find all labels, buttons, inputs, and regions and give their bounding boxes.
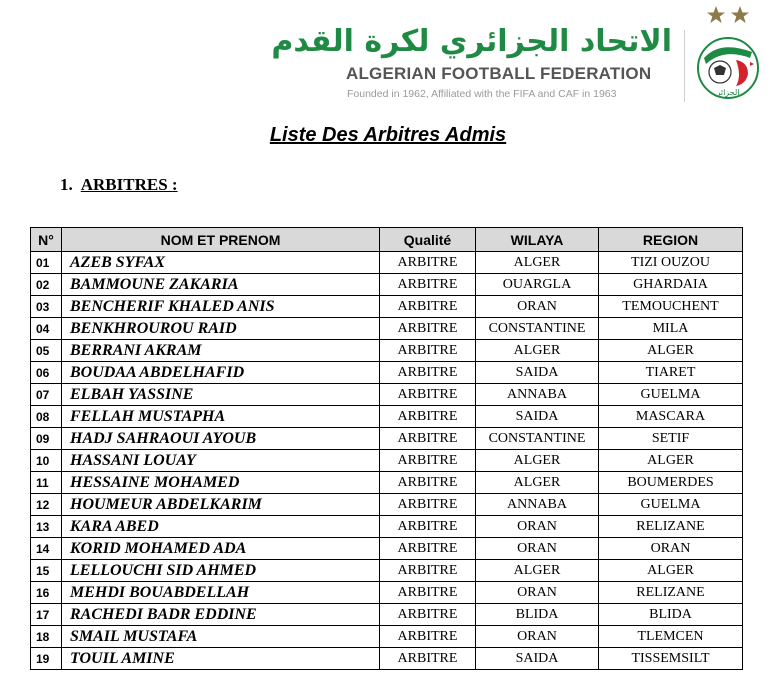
row-wilaya: ORAN	[476, 626, 599, 648]
row-region: RELIZANE	[599, 516, 743, 538]
referee-name: RACHEDI BADR EDDINE	[62, 604, 380, 626]
row-wilaya: ORAN	[476, 582, 599, 604]
row-quality: ARBITRE	[380, 406, 476, 428]
table-row	[31, 472, 743, 494]
row-wilaya: ALGER	[476, 450, 599, 472]
row-number: 13	[31, 516, 62, 538]
row-wilaya: ALGER	[476, 340, 599, 362]
referee-name: BOUDAA ABDELHAFID	[62, 362, 380, 384]
row-number: 18	[31, 626, 62, 648]
table-row	[31, 450, 743, 472]
table-row	[31, 582, 743, 604]
table-row	[31, 296, 743, 318]
row-wilaya: OUARGLA	[476, 274, 599, 296]
row-quality: ARBITRE	[380, 582, 476, 604]
row-quality: ARBITRE	[380, 296, 476, 318]
row-number: 11	[31, 472, 62, 494]
row-wilaya: ANNABA	[476, 494, 599, 516]
table-row	[31, 340, 743, 362]
row-quality: ARBITRE	[380, 384, 476, 406]
table-row	[31, 384, 743, 406]
row-quality: ARBITRE	[380, 274, 476, 296]
header-divider	[684, 30, 685, 102]
referee-name: LELLOUCHI SID AHMED	[62, 560, 380, 582]
federation-arabic-name: الاتحاد الجزائري لكرة القدم	[271, 24, 672, 59]
row-number: 02	[31, 274, 62, 296]
table-row	[31, 648, 743, 670]
row-region: TEMOUCHENT	[599, 296, 743, 318]
row-region: TISSEMSILT	[599, 648, 743, 670]
table-row	[31, 604, 743, 626]
row-wilaya: ANNABA	[476, 384, 599, 406]
referee-name: HOUMEUR ABDELKARIM	[62, 494, 380, 516]
row-region: GUELMA	[599, 494, 743, 516]
federation-founded-note: Founded in 1962, Affiliated with the FIFA and CAF in 1963	[347, 88, 617, 100]
row-region: TLEMCEN	[599, 626, 743, 648]
table-row	[31, 516, 743, 538]
table-row	[31, 626, 743, 648]
row-number: 14	[31, 538, 62, 560]
column-header-quality: Qualité	[380, 228, 476, 252]
table-row	[31, 318, 743, 340]
row-region: TIARET	[599, 362, 743, 384]
row-wilaya: SAIDA	[476, 406, 599, 428]
row-quality: ARBITRE	[380, 472, 476, 494]
column-header-wilaya: WILAYA	[476, 228, 599, 252]
column-header-name: NOM ET PRENOM	[62, 228, 380, 252]
referee-name: BAMMOUNE ZAKARIA	[62, 274, 380, 296]
row-region: ALGER	[599, 560, 743, 582]
row-number: 04	[31, 318, 62, 340]
table-row	[31, 406, 743, 428]
document-title: Liste Des Arbitres Admis	[269, 124, 507, 146]
table-header-row	[31, 228, 743, 252]
row-number: 10	[31, 450, 62, 472]
referee-name: KORID MOHAMED ADA	[62, 538, 380, 560]
row-number: 12	[31, 494, 62, 516]
row-quality: ARBITRE	[380, 648, 476, 670]
table-row	[31, 252, 743, 274]
row-region: ORAN	[599, 538, 743, 560]
row-quality: ARBITRE	[380, 494, 476, 516]
section-number: 1.	[60, 175, 73, 194]
referee-name: HADJ SAHRAOUI AYOUB	[62, 428, 380, 450]
referee-name: BENCHERIF KHALED ANIS	[62, 296, 380, 318]
row-wilaya: SAIDA	[476, 648, 599, 670]
row-quality: ARBITRE	[380, 428, 476, 450]
row-wilaya: ORAN	[476, 296, 599, 318]
referee-name: HASSANI LOUAY	[62, 450, 380, 472]
row-region: ALGER	[599, 340, 743, 362]
referee-name: KARA ABED	[62, 516, 380, 538]
table-row	[31, 494, 743, 516]
section-heading	[60, 175, 178, 195]
table-row	[31, 538, 743, 560]
referee-name: MEHDI BOUABDELLAH	[62, 582, 380, 604]
referee-name: TOUIL AMINE	[62, 648, 380, 670]
row-region: MILA	[599, 318, 743, 340]
row-wilaya: ALGER	[476, 252, 599, 274]
row-number: 15	[31, 560, 62, 582]
row-quality: ARBITRE	[380, 560, 476, 582]
referee-name: ELBAH YASSINE	[62, 384, 380, 406]
referee-name: AZEB SYFAX	[62, 252, 380, 274]
table-row	[31, 560, 743, 582]
referee-name: HESSAINE MOHAMED	[62, 472, 380, 494]
logo-arabic-text: الجزائر	[716, 88, 740, 97]
row-number: 17	[31, 604, 62, 626]
row-region: BOUMERDES	[599, 472, 743, 494]
star-icon	[731, 6, 749, 23]
row-quality: ARBITRE	[380, 516, 476, 538]
row-number: 05	[31, 340, 62, 362]
row-number: 08	[31, 406, 62, 428]
row-quality: ARBITRE	[380, 252, 476, 274]
row-wilaya: ORAN	[476, 516, 599, 538]
row-number: 01	[31, 252, 62, 274]
row-number: 03	[31, 296, 62, 318]
row-number: 19	[31, 648, 62, 670]
row-quality: ARBITRE	[380, 604, 476, 626]
row-wilaya: CONSTANTINE	[476, 428, 599, 450]
row-quality: ARBITRE	[380, 318, 476, 340]
row-wilaya: BLIDA	[476, 604, 599, 626]
row-region: MASCARA	[599, 406, 743, 428]
referee-name: BERRANI AKRAM	[62, 340, 380, 362]
table-row	[31, 428, 743, 450]
row-wilaya: SAIDA	[476, 362, 599, 384]
row-number: 06	[31, 362, 62, 384]
row-region: TIZI OUZOU	[599, 252, 743, 274]
referees-table	[30, 227, 743, 670]
row-region: GUELMA	[599, 384, 743, 406]
table-row	[31, 362, 743, 384]
row-number: 07	[31, 384, 62, 406]
row-quality: ARBITRE	[380, 626, 476, 648]
row-region: SETIF	[599, 428, 743, 450]
row-wilaya: ALGER	[476, 560, 599, 582]
column-header-number: N°	[31, 228, 62, 252]
column-header-region: REGION	[599, 228, 743, 252]
faf-crest-logo	[690, 0, 770, 110]
row-number: 09	[31, 428, 62, 450]
referee-name: FELLAH MUSTAPHA	[62, 406, 380, 428]
section-label: ARBITRES :	[80, 175, 178, 194]
row-number: 16	[31, 582, 62, 604]
row-region: RELIZANE	[599, 582, 743, 604]
table-row	[31, 274, 743, 296]
star-icon	[707, 6, 725, 23]
row-wilaya: ORAN	[476, 538, 599, 560]
row-region: ALGER	[599, 450, 743, 472]
row-wilaya: CONSTANTINE	[476, 318, 599, 340]
letterhead	[0, 0, 776, 115]
referee-name: SMAIL MUSTAFA	[62, 626, 380, 648]
row-region: GHARDAIA	[599, 274, 743, 296]
row-wilaya: ALGER	[476, 472, 599, 494]
federation-name: ALGERIAN FOOTBALL FEDERATION	[346, 64, 652, 83]
row-region: BLIDA	[599, 604, 743, 626]
row-quality: ARBITRE	[380, 538, 476, 560]
row-quality: ARBITRE	[380, 362, 476, 384]
referee-name: BENKHROUROU RAID	[62, 318, 380, 340]
row-quality: ARBITRE	[380, 450, 476, 472]
row-quality: ARBITRE	[380, 340, 476, 362]
